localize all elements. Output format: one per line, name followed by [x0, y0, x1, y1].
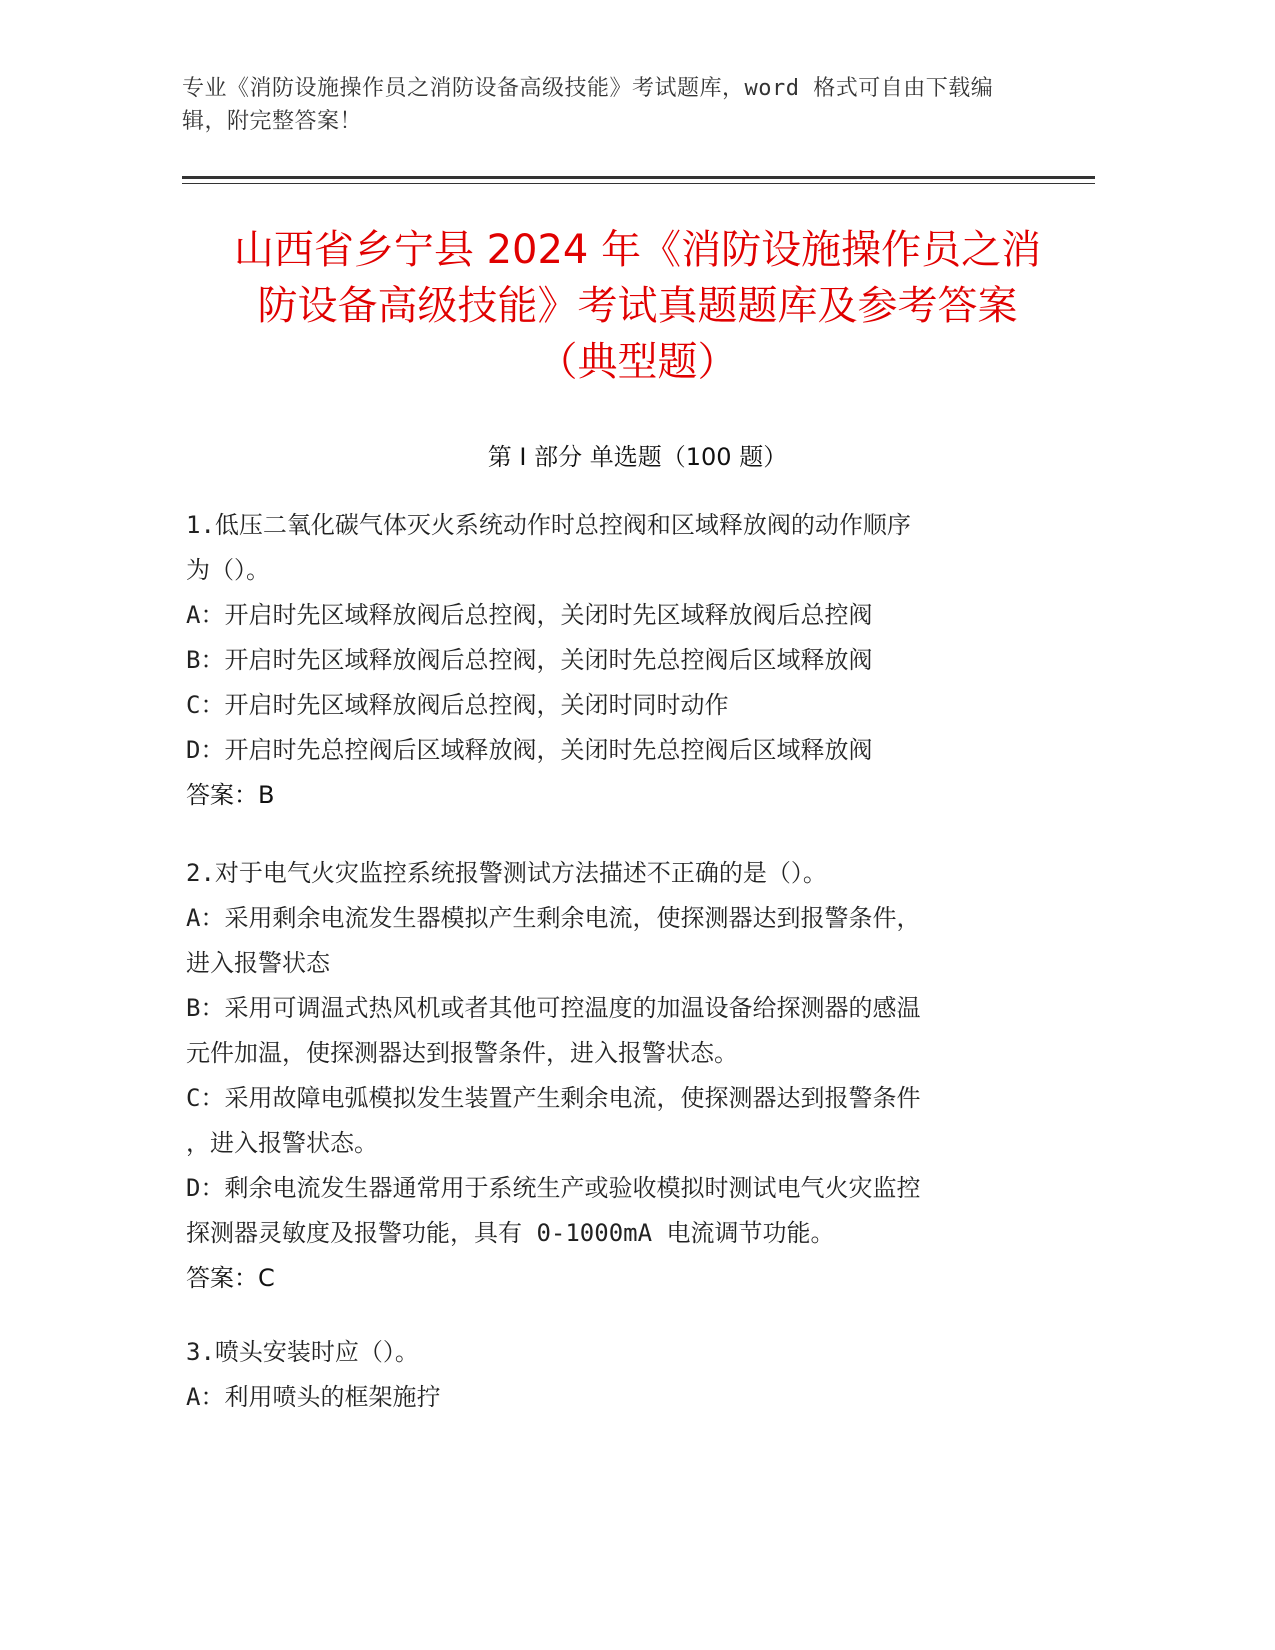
question-stem-line: 2.对于电气火灾监控系统报警测试方法描述不正确的是（）。 — [186, 859, 827, 887]
title-line: 防设备高级技能》考试真题题库及参考答案 — [257, 283, 1018, 329]
option-b: B：采用可调温式热风机或者其他可控温度的加温设备给探测器的感温 — [186, 994, 921, 1022]
option-d-continued: 探测器灵敏度及报警功能，具有 0-1000mA 电流调节功能。 — [186, 1219, 835, 1247]
option-a-continued: 进入报警状态 — [186, 949, 330, 977]
answer-label: 答案：B — [186, 781, 275, 809]
question-stem-line: 3.喷头安装时应（）。 — [186, 1338, 419, 1366]
header-divider-thick — [182, 176, 1095, 179]
option-d: D：开启时先总控阀后区域释放阀，关闭时先总控阀后区域释放阀 — [186, 736, 873, 764]
option-b-continued: 元件加温，使探测器达到报警条件，进入报警状态。 — [186, 1039, 738, 1067]
question-stem-line: 为（）。 — [186, 556, 270, 584]
header-divider-thin — [182, 183, 1095, 184]
option-a: A：开启时先区域释放阀后总控阀，关闭时先区域释放阀后总控阀 — [186, 601, 873, 629]
option-a: A：利用喷头的框架施拧 — [186, 1383, 441, 1411]
header-note-line: 专业《消防设施操作员之消防设备高级技能》考试题库，word 格式可自由下载编 — [182, 76, 994, 101]
option-a: A：采用剩余电流发生器模拟产生剩余电流，使探测器达到报警条件， — [186, 904, 921, 932]
question-1 — [186, 503, 1066, 818]
option-c-continued: ，进入报警状态。 — [186, 1129, 378, 1157]
header-note — [182, 72, 1062, 138]
title-line: （典型题） — [537, 339, 738, 385]
option-c: C：开启时先区域释放阀后总控阀，关闭时同时动作 — [186, 691, 729, 719]
answer-label: 答案：C — [186, 1264, 275, 1292]
question-2 — [186, 851, 1066, 1301]
title-line: 山西省乡宁县 2024 年《消防设施操作员之消 — [233, 227, 1042, 273]
header-note-line: 辑，附完整答案！ — [182, 109, 363, 134]
question-3 — [186, 1330, 1066, 1420]
section-heading: 第 I 部分 单选题（100 题） — [487, 443, 788, 471]
option-b: B：开启时先区域释放阀后总控阀，关闭时先总控阀后区域释放阀 — [186, 646, 873, 674]
option-c: C：采用故障电弧模拟发生装置产生剩余电流，使探测器达到报警条件 — [186, 1084, 921, 1112]
document-title — [160, 222, 1115, 390]
question-stem-line: 1.低压二氧化碳气体灭火系统动作时总控阀和区域释放阀的动作顺序 — [186, 511, 911, 539]
option-d: D：剩余电流发生器通常用于系统生产或验收模拟时测试电气火灾监控 — [186, 1174, 921, 1202]
